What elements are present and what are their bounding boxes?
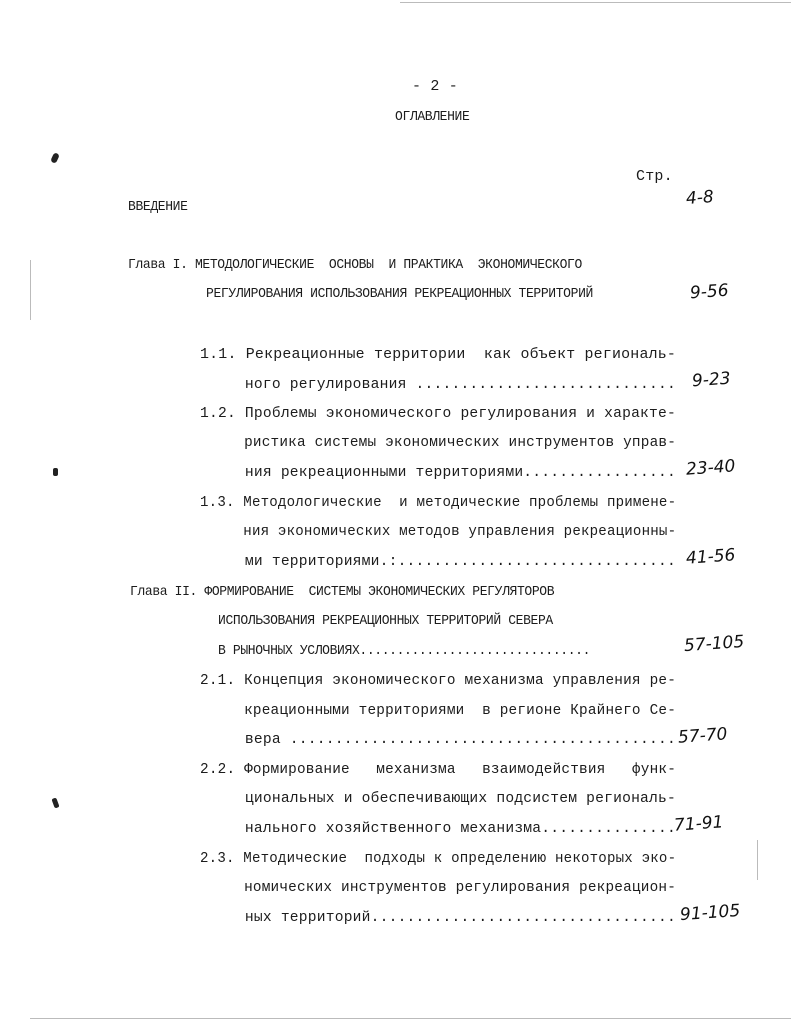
chapter2-title-line3: В РЫНОЧНЫХ УСЛОВИЯХ...............................	[218, 643, 591, 659]
section-1-3-line2: ния экономических методов управления рекреационны-	[200, 523, 677, 540]
section-2-1-pages: 57-70	[677, 724, 729, 748]
section-2-3-pages: 91-105	[679, 900, 741, 926]
section-2-1-line1: 2.1. Концепция экономического механизма управления ре-	[200, 672, 677, 689]
chapter2-title-line2: ИСПОЛЬЗОВАНИЯ РЕКРЕАЦИОННЫХ ТЕРРИТОРИЙ СЕВЕРА	[218, 613, 553, 629]
chapter1-title-line1: Глава I. МЕТОДОЛОГИЧЕСКИЕ ОСНОВЫ И ПРАКТИКА ЭКОНОМИЧЕСКОГО	[128, 257, 582, 273]
section-2-2-line2: циональных и обеспечивающих подсистем региональ-	[200, 790, 676, 807]
chapter2-pages: 57-105	[683, 631, 745, 657]
page-title: ОГЛАВЛЕНИЕ	[395, 109, 470, 125]
section-1-3-line1: 1.3. Методологические и методические проблемы примене-	[200, 494, 677, 511]
section-1-3-line3: ми территориями.:...............................	[200, 553, 676, 570]
section-1-3-pages: 41-56	[685, 545, 737, 569]
section-2-3-line1: 2.3. Методические подходы к определению некоторых эко-	[200, 850, 677, 867]
page-number: - 2 -	[412, 78, 459, 95]
section-2-3-line3: ных территорий..................................	[200, 909, 676, 926]
scan-top-line	[400, 2, 791, 3]
section-1-2-line3: ния рекреационными территориями.................	[200, 464, 676, 481]
intro-label: ВВЕДЕНИЕ	[128, 199, 188, 215]
section-1-1-pages: 9-23	[691, 368, 732, 392]
section-1-2-line2: ристика системы экономических инструментов управ-	[200, 434, 677, 451]
section-2-1-line2: креационными территориями в регионе Крайнего Се-	[200, 702, 677, 719]
binder-hole-mark	[53, 468, 58, 476]
chapter1-title-line2: РЕГУЛИРОВАНИЯ ИСПОЛЬЗОВАНИЯ РЕКРЕАЦИОННЫХ ТЕРРИТОРИЙ	[206, 286, 593, 302]
section-1-2-line1: 1.2. Проблемы экономического регулирования и характе-	[200, 405, 676, 422]
chapter1-pages: 9-56	[689, 280, 730, 304]
intro-pages: 4-8	[685, 187, 715, 209]
page-column-header: Стр.	[636, 168, 673, 185]
binder-hole-mark	[50, 152, 60, 164]
binder-hole-mark	[51, 797, 59, 808]
scan-left-edge	[30, 260, 31, 320]
section-2-1-line3: вера ...........................................	[200, 731, 676, 748]
section-2-3-line2: номических инструментов регулирования рекреацион-	[200, 879, 677, 896]
section-2-2-pages: 71-91	[673, 812, 725, 836]
section-1-1-line1: 1.1. Рекреационные территории как объект региональ-	[200, 346, 677, 363]
section-2-2-line3: нального хозяйственного механизма...............	[200, 820, 676, 837]
section-2-2-line1: 2.2. Формирование механизма взаимодействия функ-	[200, 761, 677, 778]
section-1-1-line2: ного регулирования .............................	[200, 376, 676, 393]
scan-right-edge	[757, 840, 758, 880]
chapter2-title-line1: Глава II. ФОРМИРОВАНИЕ СИСТЕМЫ ЭКОНОМИЧЕСКИХ РЕГУЛЯТОРОВ	[130, 584, 555, 600]
section-1-2-pages: 23-40	[685, 456, 737, 480]
scan-bottom-line	[30, 1018, 791, 1019]
